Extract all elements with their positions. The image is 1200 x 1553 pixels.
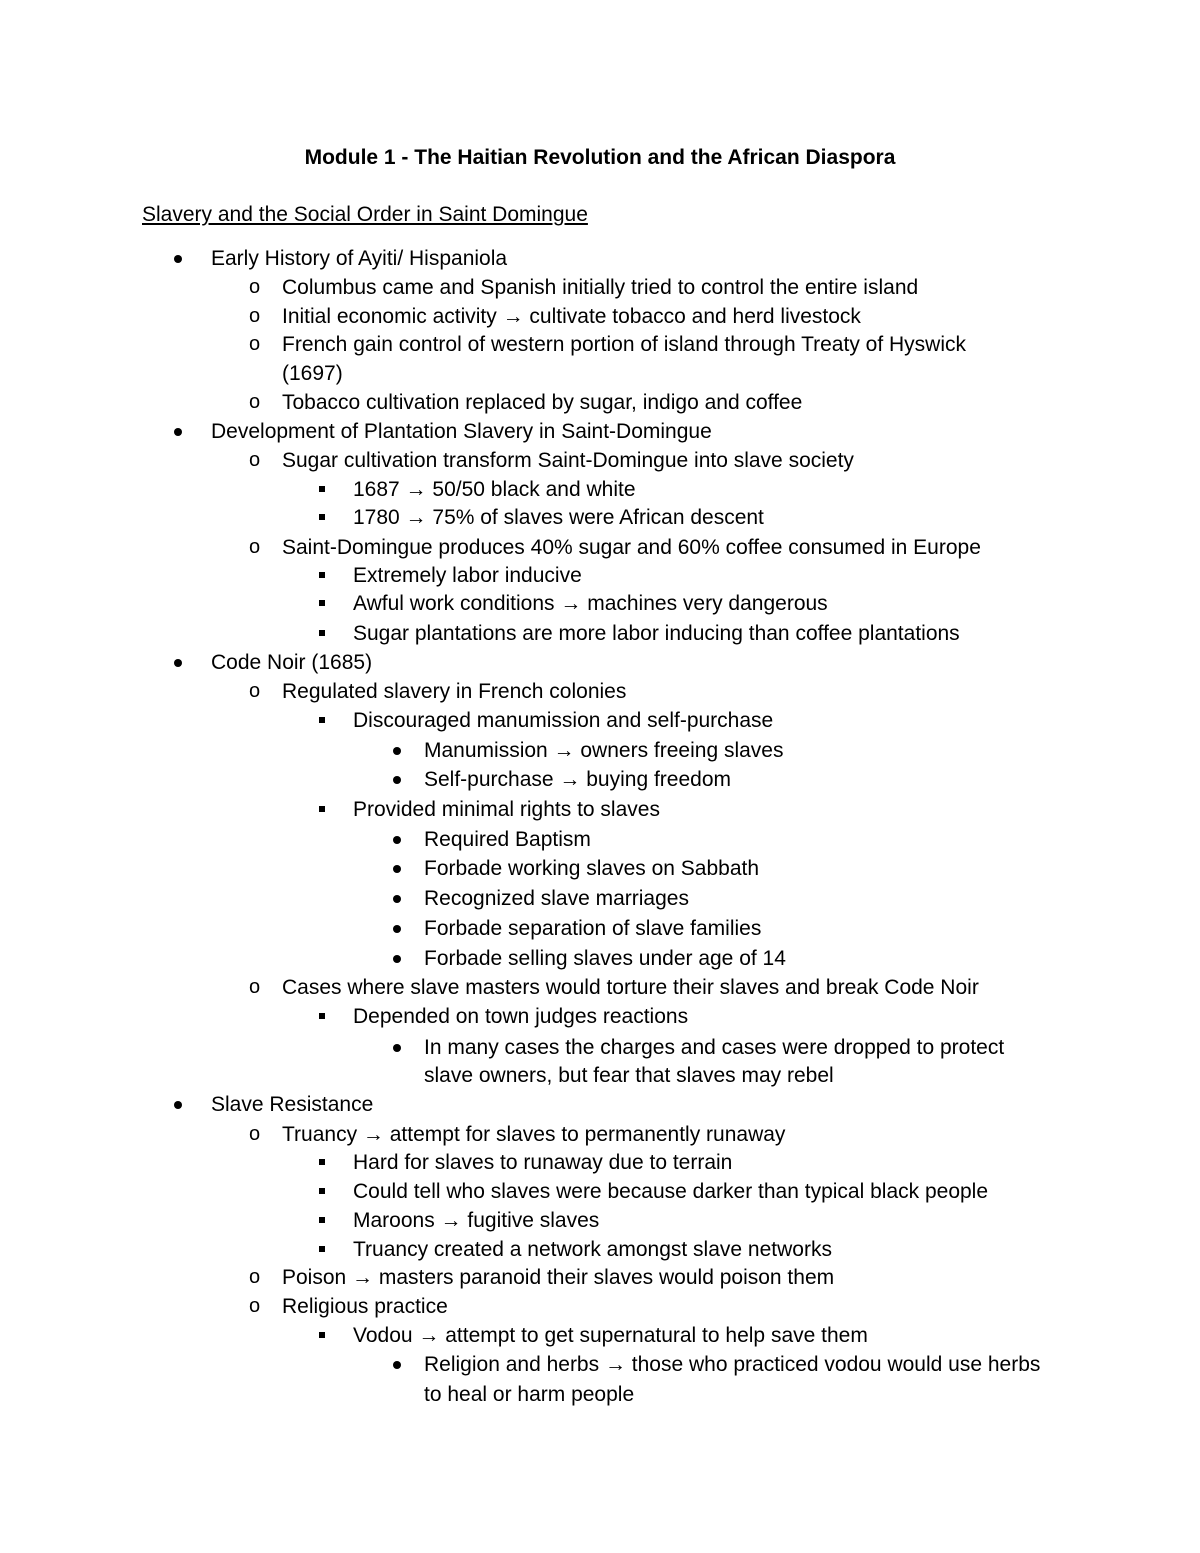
circle-bullet-icon: o <box>249 305 261 327</box>
document-page: Module 1 - The Haitian Revolution and the African Diaspora Slavery and the Social Order in Saint Domingue Early History of Ayiti/ Hispaniola o Columbus came and Spanish initially tried to control the entire island o Initial economic activity → cultivate tobacco and herd livestock o French gain control of western portion of island through Treaty of Hyswick (1697) o Tobacco cultivation replaced by sugar, indigo and coffee Development of Plantation Slavery in Saint-Domingue o Sugar cultivation transform Saint-Domingue into slave society 1687 → 50/50 black and white 1780 → 75% of slaves were African descent o Saint-Domingue produces 40% sugar and 60% coffee consumed in Europe Extremely labor inducive Awful work conditions → machines very dangerous Sugar plantations are more labor inducing than coffee plantations Code Noir (1685) o Regulated slavery in French colonies Discouraged manumission and self-purchase Manumission → owners freeing slaves Self-purchase → buying freedom Provided minimal rights to slaves Required Baptism Forbade working slaves on Sabbath Recognized slave marriages Forbade separation of slave families Forbade selling slaves under age of 14 o Cases where slave masters would torture their slaves and break Code Noir Depended on town judges reactions In many cases the charges and cases were dropped to protect slave owners, but fear that slaves may rebel Slave Resistance o Truancy → attempt for slaves to permanently runaway Hard for slaves to runaway due to terrain Could tell who slaves were because darker than typical black people Maroons → fugitive slaves Truancy created a network amongst slave networks o Poison → masters paranoid their slaves would poison them o Religious practice Vodou → attempt to get supernatural to help save them Religion and herbs → those who practiced vodou would use herbs to heal or harm people <box>0 0 1200 1553</box>
circle-bullet-icon: o <box>249 976 261 998</box>
circle-bullet-icon: o <box>249 1123 261 1145</box>
circle-bullet-icon: o <box>249 536 261 558</box>
page-title: Module 1 - The Haitian Revolution and the African Diaspora <box>304 146 896 169</box>
circle-bullet-icon: o <box>249 449 261 471</box>
circle-bullet-icon: o <box>249 391 261 413</box>
circle-bullet-icon: o <box>249 333 261 355</box>
section-heading: Slavery and the Social Order in Saint Domingue <box>142 203 588 226</box>
circle-bullet-icon: o <box>249 1266 261 1288</box>
circle-bullet-icon: o <box>249 1295 261 1317</box>
circle-bullet-icon: o <box>249 680 261 702</box>
circle-bullet-icon: o <box>249 276 261 298</box>
